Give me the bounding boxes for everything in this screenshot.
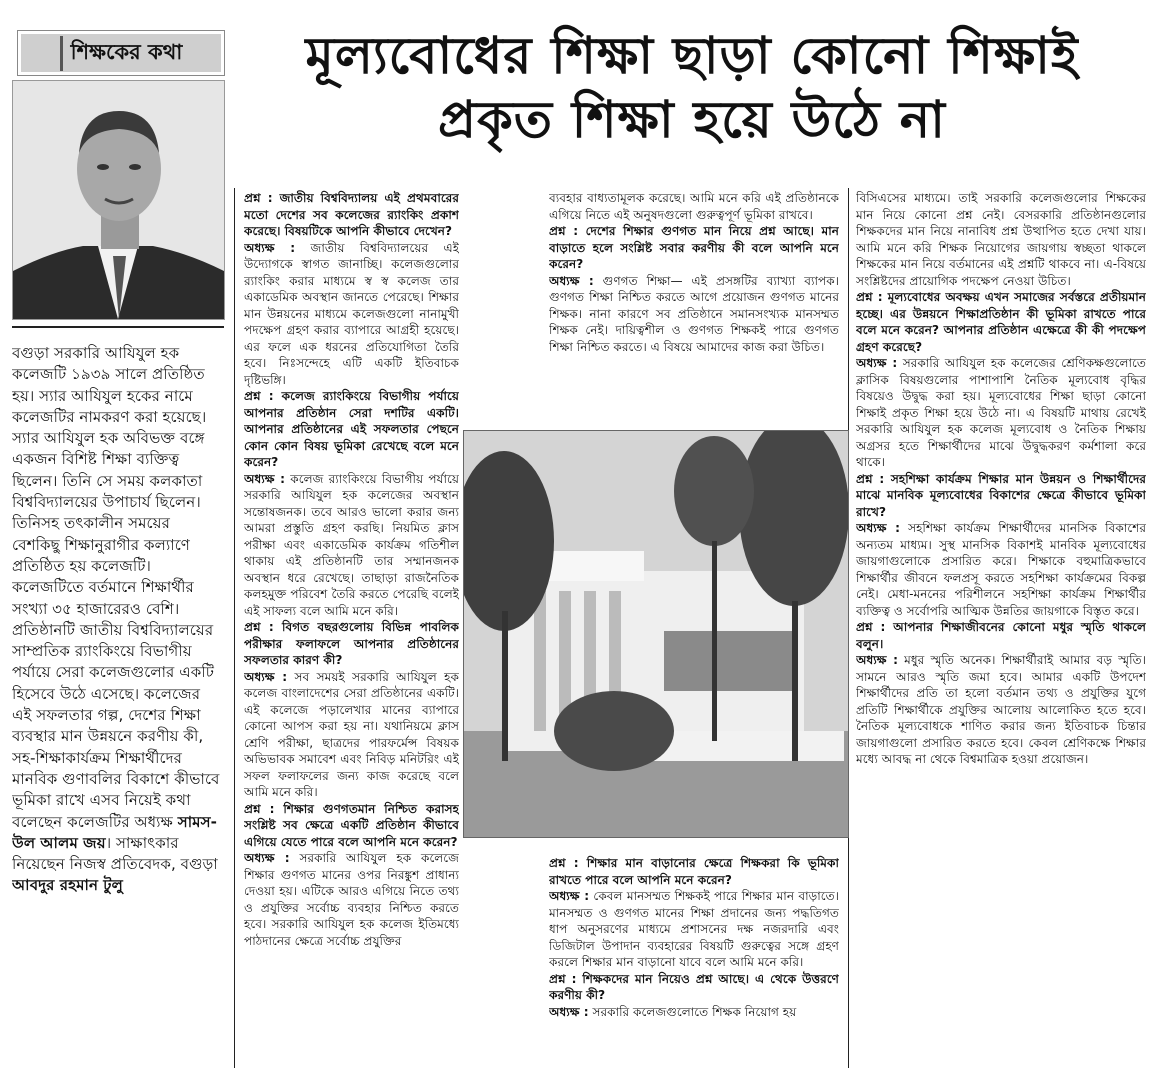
answer-label: অধ্যক্ষ :	[549, 273, 594, 288]
question: প্রশ্ন : মূল্যবোধের অবক্ষয় এখন সমাজের সর্বস্তরে প্রতীয়মান হচ্ছে। এর উন্নয়নে শিক্ষাপ্রতিষ্ঠান কী ভূমিকা রাখতে পারে বলে মনে করেন? আপনার প্রতিষ্ঠান এক্ষেত্রে কী কী পদক্ষেপ গ্রহণ করেছে?	[856, 290, 1146, 354]
answer: সহশিক্ষা কার্যক্রম শিক্ষার্থীদের মানসিক বিকাশের অন্যতম মাধ্যম। সুস্থ মানসিক বিকাশই মানবিক মূল্যবোধের জায়গাগুলোকে প্রসারিত করে। শিক্ষাকে বহুমাত্রিকভাবে শিক্ষার্থীর জীবনে ফলপ্রসূ করতে সহশিক্ষা কার্যক্রমের বিকল্প নেই। মেধা-মননের পরিশীলনে সহশিক্ষা কার্যক্রম শিক্ষার্থীর ব্যক্তিত্ব ও সর্বোপরি আত্মিক উন্নতির জায়গাকে বিস্তৃত করে।	[856, 521, 1146, 618]
answer-label: অধ্যক্ষ :	[244, 240, 296, 255]
article-column-1	[244, 190, 459, 1070]
headline	[232, 24, 1152, 152]
headline-line-1: মূল্যবোধের শিক্ষা ছাড়া কোনো শিক্ষাই	[305, 26, 1079, 86]
answer-label: অধ্যক্ষ :	[244, 471, 285, 486]
answer-label: অধ্যক্ষ :	[856, 653, 898, 667]
answer-label: অধ্যক্ষ :	[549, 889, 590, 903]
college-building-photo	[463, 430, 849, 838]
question: প্রশ্ন : বিগত বছরগুলোয় বিভিন্ন পাবলিক পরীক্ষার ফলাফলে আপনার প্রতিষ্ঠানের সফলতার কারণ কী?	[244, 620, 459, 667]
question: প্রশ্ন : সহশিক্ষা কার্যক্রম শিক্ষার মান উন্নয়ন ও শিক্ষার্থীদের মাঝে মানবিক মূল্যবোধের বিকাশের ক্ষেত্রে কীভাবে ভূমিকা রাখে?	[856, 471, 1146, 519]
question: প্রশ্ন : শিক্ষকদের মান নিয়েও প্রশ্ন আছে। এ থেকে উত্তরণে করণীয় কী?	[549, 971, 839, 1002]
answer: সব সময়ই সরকারি আযিযুল হক কলেজ বাংলাদেশের সেরা প্রতিষ্ঠানের একটি। এই কলেজে পড়ালেখার মানের ব্যাপারে কোনো আপস করা হয় না। যথানিয়মে ক্লাস শ্রেণি পরীক্ষা, ছাত্রদের পারফর্মেন্স বিষয়ক অভিভাবক সমাবেশ এবং নিবিড় মনিটরিং এই সফল ফলাফলের জন্য কাজ করেছে বলে আমি মনে করি।	[244, 669, 459, 799]
question: প্রশ্ন : জাতীয় বিশ্ববিদ্যালয় এই প্রথমবারের মতো দেশের সব কলেজের র‍্যাংকিং প্রকাশ করেছে। বিষয়টিকে আপনি কীভাবে দেখেন?	[244, 191, 459, 238]
continued-text: ব্যবহার বাধ্যতামূলক করেছে। আমি মনে করি এই প্রতিষ্ঠানকে এগিয়ে নিতে এই অনুষদগুলো গুরুত্বপূর্ণ ভূমিকা রাখবে।	[549, 191, 839, 222]
sidebar-intro	[12, 343, 222, 1068]
answer: কেবল মানসম্মত শিক্ষকই পারে শিক্ষার মান বাড়াতে। মানসম্মত ও গুণগত মানের শিক্ষা প্রদানের জন্য পদ্ধতিগত ধাপ অনুসরণের মাধ্যমে প্রশাসনের দক্ষ নজরদারি এবং ডিজিটাল উপাদান ব্যবহারের বিষয়টি গুরুত্বের সঙ্গে গ্রহণ করলে শিক্ষার মান বাড়ানো যাবে বলে আমি মনে করি।	[549, 889, 839, 969]
answer: সরকারি আযিযুল হক কলেজের শ্রেণিকক্ষগুলোতে ক্লাসিক বিষয়গুলোর পাশাপাশি নৈতিক মূল্যবোধ বৃদ্ধির বিষয়েও উদ্বুদ্ধ করা হয়। মূল্যবোধের শিক্ষা ছাড়া কোনো শিক্ষাই প্রকৃত শিক্ষা হয়ে উঠে না। এ বিষয়টি মাথায় রেখেই সরকারি আযিযুল হক কলেজ মূল্যবোধ ও নৈতিক শিক্ষায় অগ্রসর হতে শিক্ষার্থীদের মাঝে উদ্বুদ্ধকরণ কর্মশালা করে থাকে।	[856, 356, 1146, 469]
answer: কলেজ র‍্যাংকিংয়ে বিভাগীয় পর্যায়ে সরকারি আযিযুল হক কলেজের অবস্থান সন্তোষজনক। তবে আরও ভালো করার জন্য আমরা প্রস্তুতি গ্রহণ করছি। নিয়মিত ক্লাস পরীক্ষা এবং একাডেমিক কার্যক্রম গতিশীল থাকায় এই প্রতিষ্ঠানটি তার সম্মানজনক অবস্থান ধরে রেখেছে। তাছাড়া রাজনৈতিক কলহমুক্ত পরিবেশ তৈরি করতে পেরেছি বলেই এই সাফল্য বলে আমি মনে করি।	[244, 471, 459, 618]
answer-label: অধ্যক্ষ :	[549, 1004, 589, 1019]
section-tag	[18, 31, 224, 75]
sidebar-rule	[12, 326, 224, 328]
article-column-2-top	[549, 190, 839, 425]
interviewer-name: আবদুর রহমান টুলু	[12, 876, 123, 895]
continued-text: বিসিএসের মাধ্যমে। তাই সরকারি কলেজগুলোর শিক্ষকের মান নিয়ে কোনো প্রশ্ন নেই। বেসরকারি প্রতিষ্ঠানগুলোর শিক্ষকদের মান নিয়ে নানাবিধ প্রশ্ন উত্থাপিত হতে দেখা যায়। আমি মনে করি শিক্ষক নিয়োগের জায়গায় স্বচ্ছতা থাকলে শিক্ষকের মান নিয়ে বর্তমানের এই প্রশ্নটি থাকবে না। এ-বিষয়ে সংশ্লিষ্টদের প্রায়োগিক পদক্ষেপ নেওয়া উচিত।	[856, 191, 1146, 288]
answer-label: অধ্যক্ষ :	[856, 521, 900, 535]
headline-line-2: প্রকৃত শিক্ষা হয়ে উঠে না	[438, 90, 946, 150]
article-column-3	[856, 190, 1146, 1070]
question: প্রশ্ন : শিক্ষার গুণগতমান নিশ্চিত করাসহ সংশ্লিষ্ট সব ক্ষেত্রে একটি প্রতিষ্ঠান কীভাবে এগিয়ে যেতে পারে বলে আপনি মনে করেন?	[244, 801, 459, 849]
principal-name: সামস-উল আলম জয়	[12, 812, 217, 852]
column-divider	[234, 188, 235, 1068]
section-tag-label: শিক্ষকের কথা	[60, 36, 183, 71]
article-column-2-bottom	[549, 855, 839, 1070]
answer: মধুর স্মৃতি অনেক। শিক্ষার্থীরাই আমার বড় স্মৃতি। সামনে আরও স্মৃতি জমা হবে। আমার একটি উপদেশ শিক্ষার্থীদের প্রতি তা হলো বর্তমান তথ্য ও প্রযুক্তির যুগে প্রতিটি শিক্ষার্থীকে প্রযুক্তির আলোয় আলোকিত হতে হবে। নৈতিক মূল্যবোধকে শাণিত করার জন্য ইতিবাচক চিন্তার জায়গাগুলো প্রসারিত করতে হবে। কেবল শ্রেণিকক্ষে শিক্ষার মধ্যে আবদ্ধ না থেকে বিশ্বমাত্রিক হওয়া প্রয়োজন।	[856, 653, 1146, 766]
intro-text: বগুড়া সরকারি আযিযুল হক কলেজটি ১৯৩৯ সালে প্রতিষ্ঠিত হয়। স্যার আযিযুল হকের নামে কলেজটির নামকরণ করা হয়েছে। স্যার আযিযুল হক অবিভক্ত বঙ্গে একজন বিশিষ্ট শিক্ষা ব্যক্তিত্ব ছিলেন। তিনি সে সময় কলকাতা বিশ্ববিদ্যালয়ের উপাচার্য ছিলেন। তিনিসহ তৎকালীন সময়ের বেশকিছু শিক্ষানুরাগীর কল্যাণে প্রতিষ্ঠিত হয় কলেজটি। কলেজটিতে বর্তমানে শিক্ষার্থীর সংখ্যা ৩৫ হাজারেরও বেশি। প্রতিষ্ঠানটি জাতীয় বিশ্ববিদ্যালয়ের সাম্প্রতিক র‍্যাংকিংয়ে বিভাগীয় পর্যায়ে সেরা কলেজগুলোর একটি হিসেবে উঠে এসেছে। কলেজের এই সফলতার গল্প, দেশের শিক্ষা ব্যবস্থার মান উন্নয়নে করণীয় কী, সহ-শিক্ষাকার্যক্রম শিক্ষার্থীদের মানবিক গুণাবলির বিকাশে কীভাবে ভূমিকা রাখে এসব নিয়েই কথা বলেছেন কলেজটির অধ্যক্ষ	[12, 344, 220, 831]
answer: সরকারি কলেজগুলোতে শিক্ষক নিয়োগ হয়	[592, 1004, 797, 1019]
question: প্রশ্ন : আপনার শিক্ষাজীবনের কোনো মধুর স্মৃতি থাকলে বলুন।	[856, 620, 1146, 651]
answer-label: অধ্যক্ষ :	[244, 669, 288, 684]
answer: জাতীয় বিশ্ববিদ্যালয়ের এই উদ্যোগকে স্বাগত জানাচ্ছি। কলেজগুলোর র‍্যাংকিং করার মাধ্যমে স্ব স্ব কলেজ তার একাডেমিক অবস্থান জানতে পেরেছে। শিক্ষার মান উন্নয়নের মাধ্যমে কলেজগুলো নানামুখী পদক্ষেপ গ্রহণ করার ব্যাপারে আগ্রহী হয়েছে। এর ফলে এক ধরনের প্রতিযোগিতা তৈরি হবে। নিঃসন্দেহে এটি একটি ইতিবাচক দৃষ্টিভঙ্গি।	[244, 240, 459, 387]
building-illustration	[464, 431, 848, 837]
question: প্রশ্ন : শিক্ষার মান বাড়ানোর ক্ষেত্রে শিক্ষকরা কি ভূমিকা রাখতে পারে বলে আপনি মনে করেন?	[549, 856, 839, 887]
interviewer-text: । সাক্ষাৎকার নিয়েছেন নিজস্ব প্রতিবেদক, বগুড়া	[12, 833, 218, 874]
question: প্রশ্ন : কলেজ র‍্যাংকিংয়ে বিভাগীয় পর্যায়ে আপনার প্রতিষ্ঠান সেরা দশটির একটি। আপনার প্রতিষ্ঠানের এই সফলতার পেছনে কোন কোন বিষয় ভূমিকা রেখেছে বলে মনে করেন?	[244, 389, 459, 469]
answer-label: অধ্যক্ষ :	[856, 356, 898, 370]
principal-portrait	[12, 80, 225, 320]
answer: গুণগত শিক্ষা— এই প্রসঙ্গটির ব্যাখ্যা ব্যাপক। গুণগত শিক্ষা নিশ্চিত করতে আগে প্রয়োজন গুণগত মানের শিক্ষক। নানা কারণে সব প্রতিষ্ঠানে সমানসংখ্যক মানসম্মত শিক্ষক নেই। দায়িত্বশীল ও গুণগত শিক্ষকই পারে গুণগত শিক্ষা নিশ্চিত করতে। এ বিষয়ে আমাদের কাজ করা উচিত।	[549, 273, 839, 354]
portrait-image	[13, 81, 224, 319]
question: প্রশ্ন : দেশের শিক্ষার গুণগত মান নিয়ে প্রশ্ন আছে। মান বাড়াতে হলে সংশ্লিষ্ট সবার করণীয় কী বলে আপনি মনে করেন?	[549, 224, 839, 271]
answer: সরকারি আযিযুল হক কলেজে শিক্ষার গুণগত মানের ওপর নিরঙ্কুশ প্রাধান্য দেওয়া হয়। এটিকে আরও এগিয়ে নিতে তথ্য ও প্রযুক্তির সর্বোচ্চ ব্যবহার নিশ্চিত করতে হবে। সরকারি আযিযুল হক কলেজ ইতিমধ্যে পাঠদানের ক্ষেত্রে সর্বোচ্চ প্রযুক্তির	[244, 851, 459, 948]
answer-label: অধ্যক্ষ :	[244, 851, 290, 865]
